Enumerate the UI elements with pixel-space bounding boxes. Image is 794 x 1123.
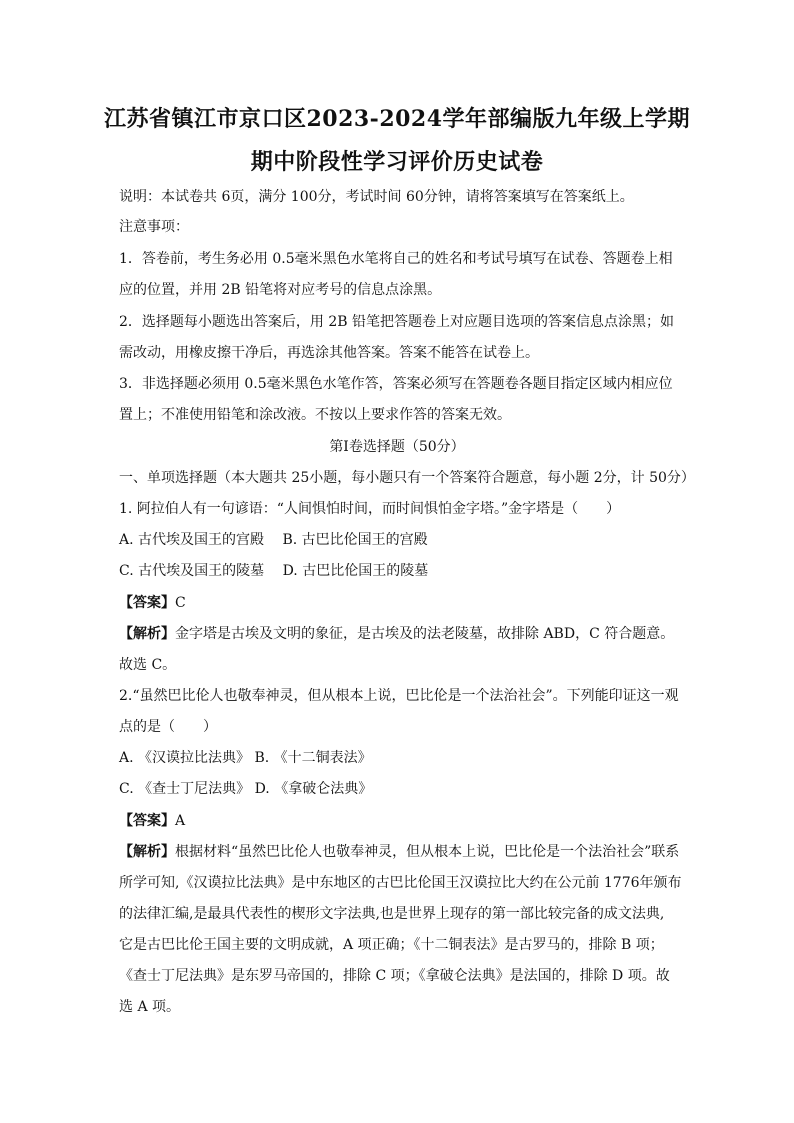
analysis-label: 【解析】 — [119, 626, 175, 642]
answer-value: C — [175, 595, 186, 611]
question-1-answer — [119, 592, 186, 612]
question-2-analysis-line: 的法律汇编,是最具代表性的楔形文字法典,也是世界上现存的第一部比较完备的成文法典, — [119, 906, 665, 922]
analysis-label: 【解析】 — [119, 844, 175, 860]
answer-label: 【答案】 — [119, 595, 175, 611]
question-2-answer — [119, 810, 185, 830]
question-1-options-ab: A. 古代埃及国王的宫殿 B. 古巴比伦国王的宫殿 — [119, 532, 428, 548]
notice-line: 应的位置，并用 2B 铅笔将对应考号的信息点涂黑。 — [119, 282, 442, 298]
question-2-analysis-line: 选 A 项。 — [119, 999, 181, 1015]
exam-description: 说明：本试卷共 6页，满分 100分，考试时间 60分钟，请将答案填写在答案纸上。 — [119, 189, 634, 205]
exam-title-line-2: 期中阶段性学习评价历史试卷 — [250, 149, 544, 175]
section-instruction: 一、单项选择题（本大题共 25小题，每小题只有一个答案符合题意，每小题 2分，计 50分） — [119, 470, 695, 486]
exam-title-line-1: 江苏省镇江市京口区2023-2024学年部编版九年级上学期 — [103, 106, 691, 132]
question-2-analysis-line: 所学可知,《汉谟拉比法典》是中东地区的古巴比伦国王汉谟拉比大约在公元前 1776年颁布 — [119, 875, 682, 891]
question-2-options-cd: C. 《查士丁尼法典》 D. 《拿破仑法典》 — [119, 781, 373, 797]
notice-heading: 注意事项： — [119, 219, 189, 235]
section-heading: 第Ⅰ卷选择题（50分） — [329, 439, 465, 455]
notice-line: 1．答卷前，考生务必用 0.5毫米黑色水笔将自己的姓名和考试号填写在试卷、答题卷上相 — [119, 251, 673, 267]
analysis-text: 金字塔是古埃及文明的象征，是古埃及的法老陵墓，故排除 ABD，C 符合题意。 — [175, 626, 675, 642]
notice-line: 2．选择题每小题选出答案后，用 2B 铅笔把答题卷上对应题目选项的答案信息点涂黑；如 — [119, 314, 675, 330]
notice-line: 需改动，用橡皮擦干净后，再选涂其他答案。答案不能答在试卷上。 — [119, 345, 539, 361]
question-2-stem-line: 点的是（ ） — [119, 719, 217, 735]
question-2-analysis-line: 《查士丁尼法典》是东罗马帝国的，排除 C 项；《拿破仑法典》是法国的，排除 D 项。故 — [119, 968, 670, 984]
question-2-options-ab: A. 《汉谟拉比法典》 B. 《十二铜表法》 — [119, 750, 372, 766]
notice-line: 3．非选择题必须用 0.5毫米黑色水笔作答，答案必须写在答题卷各题目指定区域内相应位 — [119, 376, 673, 392]
question-1-analysis-line: 故选 C。 — [119, 657, 177, 673]
question-2-analysis-line: 它是古巴比伦王国主要的文明成就，A 项正确；《十二铜表法》是古罗马的，排除 B 项； — [119, 937, 664, 953]
answer-value: A — [175, 813, 186, 829]
question-1-stem: 1. 阿拉伯人有一句谚语：“人间惧怕时间，而时间惧怕金字塔。”金字塔是（ ） — [119, 501, 621, 517]
question-1-analysis — [119, 623, 674, 643]
question-2-analysis — [119, 841, 679, 861]
notice-line: 置上；不准使用铅笔和涂改液。不按以上要求作答的答案无效。 — [119, 407, 511, 423]
answer-label: 【答案】 — [119, 813, 175, 829]
analysis-text: 根据材料“虽然巴比伦人也敬奉神灵，但从根本上说，巴比伦是一个法治社会”联系 — [175, 844, 680, 860]
question-1-options-cd: C. 古代埃及国王的陵墓 D. 古巴比伦国王的陵墓 — [119, 563, 429, 579]
question-2-stem: 2.“虽然巴比伦人也敬奉神灵，但从根本上说，巴比伦是一个法治社会”。下列能印证这一观 — [119, 688, 679, 704]
